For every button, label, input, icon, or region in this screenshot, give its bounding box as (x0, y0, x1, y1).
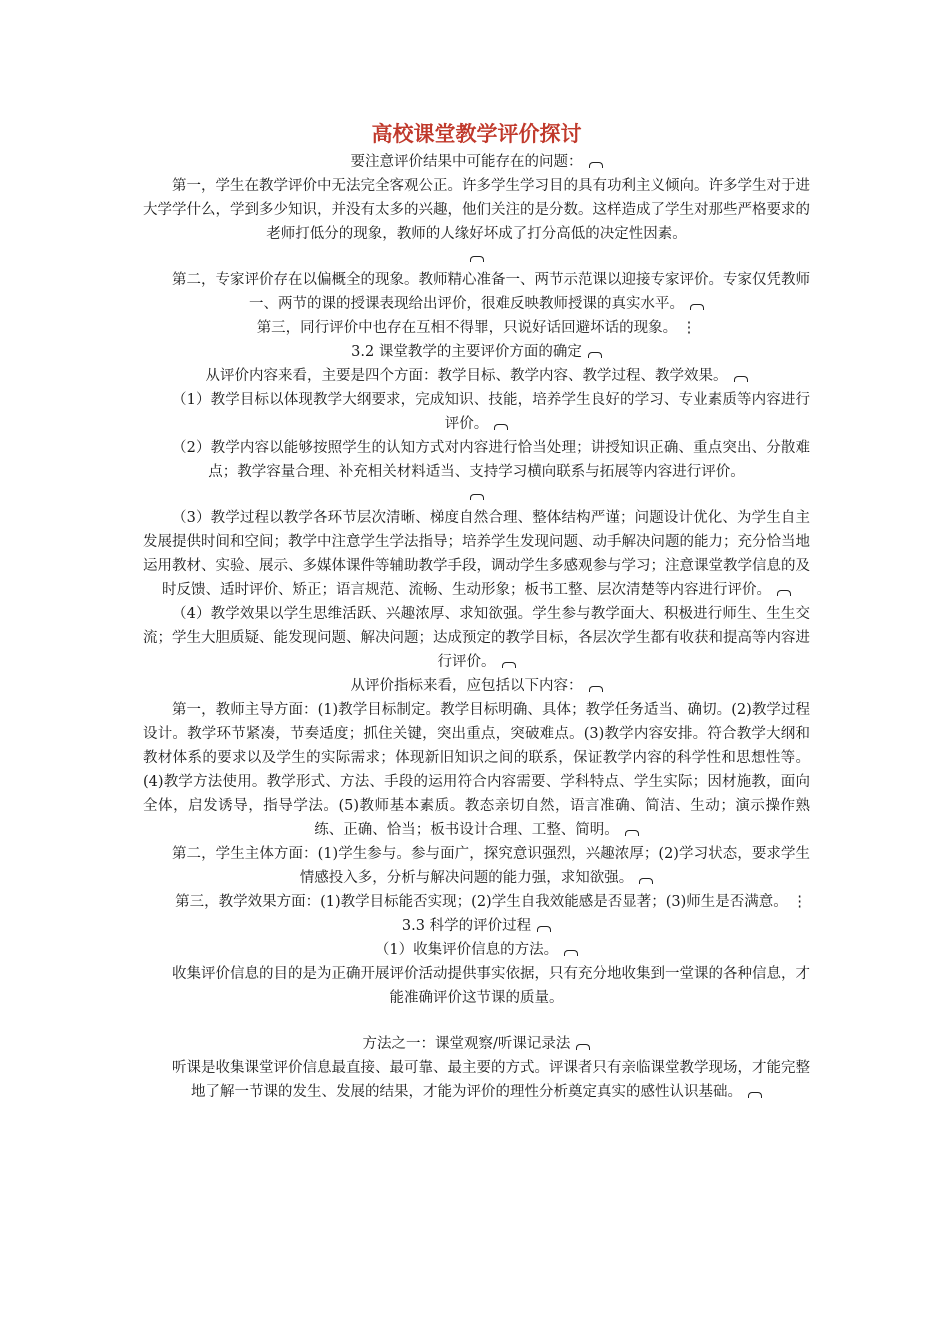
paragraph-mark (143, 484, 810, 506)
paragraph-content-aspects: 从评价内容来看，主要是四个方面：教学目标、教学内容、教学过程、教学效果。 (143, 364, 810, 388)
paragraph-teaching-goals: （1）教学目标以体现教学大纲要求，完成知识、技能，培养学生良好的学习、专业素质等内容进行评价。 (143, 388, 810, 436)
paragraph-teaching-effect: （4）教学效果以学生思维活跃、兴趣浓厚、求知欲强。学生参与教学面大、积极进行师生、生生交流；学生大胆质疑、能发现问题、解决问题；达成预定的教学目标，各层次学生都有收获和提高等内容进行评价。 (143, 602, 810, 674)
paragraph-indicators-intro: 从评价指标来看，应包括以下内容： (143, 674, 810, 698)
document-page (143, 118, 810, 1104)
paragraph-method-one: 方法之一：课堂观察/听课记录法 (143, 1032, 810, 1056)
paragraph-teaching-content: （2）教学内容以能够按照学生的认知方式对内容进行恰当处理；讲授知识正确、重点突出、分散难点；教学容量合理、补充相关材料适当、支持学习横向联系与拓展等内容进行评价。 (172, 440, 810, 480)
paragraph-effect-side: 第三，教学效果方面：(1)教学目标能否实现；(2)学生自我效能感是否显著；(3)师生是否满意。 ⋮ (143, 890, 810, 914)
paragraph-teaching-process: （3）教学过程以教学各环节层次清晰、梯度自然合理、整体结构严谨；问题设计优化、为学生自主发展提供时间和空间；教学中注意学生学法指导；培养学生发现问题、动手解决问题的能力；充分恰当地运用教材、实验、展示、多媒体课件等辅助教学手段，调动学生多感观参与学习；注意课堂教学信息的及时反馈、适时评价、矫正；语言规范、流畅、生动形象；板书工整、层次清楚等内容进行评价。 (143, 506, 810, 602)
paragraph-collect-methods: （1）收集评价信息的方法。 (143, 938, 810, 962)
paragraph-listening: 听课是收集课堂评价信息最直接、最可靠、最主要的方式。评课者只有亲临课堂教学现场，才能完整地了解一节课的发生、发展的结果，才能为评价的理性分析奠定真实的感性认识基础。 (143, 1056, 810, 1104)
paragraph-student-side: 第二，学生主体方面：(1)学生参与。参与面广，探究意识强烈，兴趣浓厚；(2)学习状态，要求学生情感投入多，分析与解决问题的能力强，求知欲强。 (143, 842, 810, 890)
paragraph-teacher-side: 第一，教师主导方面：(1)教学目标制定。教学目标明确、具体；教学任务适当、确切。(2)教学过程设计。教学环节紧凑，节奏适度；抓住关键，突出重点，突破难点。(3)教学内容安排。符合教学大纲和教材体系的要求以及学生的实际需求；体现新旧知识之间的联系，保证教学内容的科学性和思想性等。(4)教学方法使用。教学形式、方法、手段的运用符合内容需要、学科特点、学生实际；因材施教，面向全体，启发诱导，指导学法。(5)教师基本素质。教态亲切自然，语言准确、简洁、生动；演示操作熟练、正确、恰当；板书设计合理、工整、简明。 (143, 698, 810, 842)
paragraph-collect-purpose: 收集评价信息的目的是为正确开展评价活动提供事实依据，只有充分地收集到一堂课的各种信息，才能准确评价这节课的质量。 (172, 966, 810, 1006)
paragraph-student-evaluation: 第一，学生在教学评价中无法完全客观公正。许多学生学习目的具有功利主义倾向。许多学生对于进大学学什么，学到多少知识，并没有太多的兴趣，他们关注的是分数。这样造成了学生对那些严格要求的老师打低分的现象，教师的人缘好坏成了打分高低的决定性因素。 (143, 178, 810, 242)
paragraph-expert-evaluation: 第二，专家评价存在以偏概全的现象。教师精心准备一、两节示范课以迎接专家评价。专家仅凭教师一、两节的课的授课表现给出评价，很难反映教师授课的真实水平。 (143, 268, 810, 316)
paragraph-issues-intro: 要注意评价结果中可能存在的问题： (143, 150, 810, 174)
section-heading-3-3: 3.3 科学的评价过程 (143, 914, 810, 938)
document-title: 高校课堂教学评价探讨 (371, 121, 582, 146)
section-heading-3-2: 3.2 课堂教学的主要评价方面的确定 (143, 340, 810, 364)
paragraph-peer-evaluation: 第三，同行评价中也存在互相不得罪，只说好话回避坏话的现象。 ⋮ (143, 316, 810, 340)
paragraph-mark (143, 246, 810, 268)
